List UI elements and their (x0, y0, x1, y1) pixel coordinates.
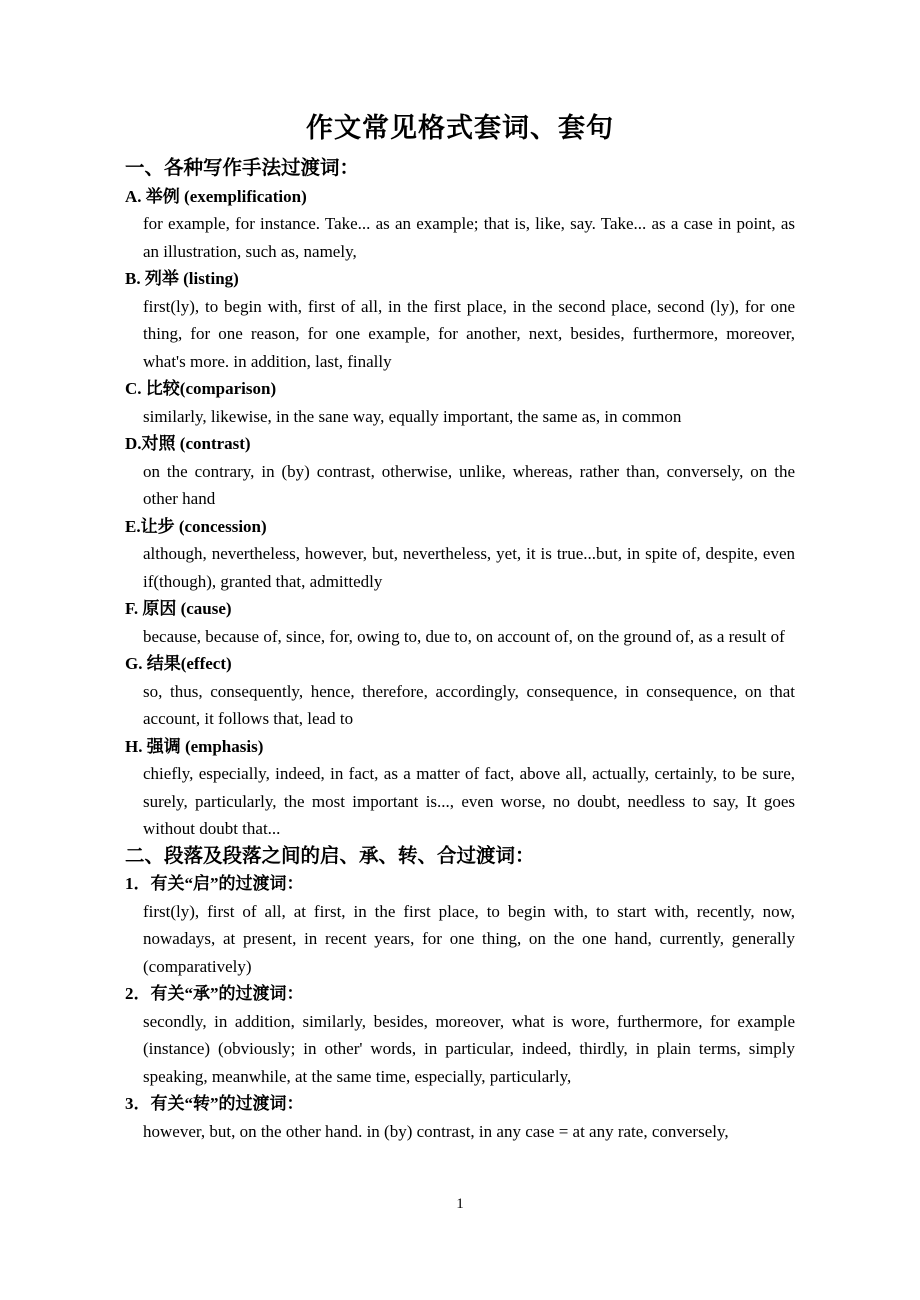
item-exemplification (125, 183, 795, 266)
item-emphasis (125, 733, 795, 843)
item-text: secondly, in addition, similarly, besides, moreover, what is wore, furthermore, for example (instance) (obviously; in other' words, in particular, indeed, thirdly, in plain terms, simply speaking, meanwhile, at the same time, especially, particularly, (143, 1011, 795, 1086)
item-heading: B. 列举 (listing) (125, 269, 239, 288)
item-text: first(ly), to begin with, first of all, in the first place, in the second place, second (ly), for one thing, for one reason, for one example, for another, next, besides, furthermore, moreover, what's more. in addition, last, finally (143, 296, 795, 371)
page-number: 1 (456, 1196, 464, 1212)
item-text: chiefly, especially, indeed, in fact, as a matter of fact, above all, actually, certainly, to be sure, surely, particularly, the most important is..., even worse, no doubt, needless to say, It goes without doubt that... (143, 764, 795, 838)
item-effect (125, 650, 795, 733)
item-continuing-transitions (125, 980, 795, 1090)
item-heading: F. 原因 (cause) (125, 599, 232, 618)
item-heading: C. 比较(comparison) (125, 379, 277, 398)
item-heading: 1．有关“启”的过渡词： (125, 874, 304, 893)
item-turning-transitions (125, 1090, 795, 1145)
item-heading: G. 结果(effect) (125, 654, 232, 673)
item-listing (125, 265, 795, 375)
document-title: 作文常见格式套词、套句 (306, 113, 614, 143)
section-heading-paragraph-transitions: 二、段落及段落之间的启、承、转、合过渡词： (125, 845, 535, 867)
item-opening-transitions (125, 870, 795, 980)
item-heading: A. 举例 (exemplification) (125, 186, 307, 206)
item-text: for example, for instance. Take... as an example; that is, like, say. Take... as a case in point, as an illustration, such as, namely, (143, 214, 795, 261)
item-comparison (125, 375, 795, 430)
item-concession (125, 513, 795, 596)
item-text: although, nevertheless, however, but, nevertheless, yet, it is true...but, in spite of, despite, even if(though), granted that, admittedly (143, 544, 795, 591)
item-heading: E.让步 (concession) (125, 516, 267, 536)
item-contrast (125, 430, 795, 513)
item-text: because, because of, since, for, owing to, due to, on account of, on the ground of, as a result of (143, 626, 785, 646)
item-heading: 3．有关“转”的过渡词： (125, 1094, 304, 1113)
section-heading-writing-transitions: 一、各种写作手法过渡词： (125, 158, 360, 179)
document-body (125, 155, 795, 1145)
item-heading: H. 强调 (emphasis) (125, 736, 264, 756)
item-text: so, thus, consequently, hence, therefore, accordingly, consequence, in consequence, on that account, it follows that, lead to (143, 681, 795, 728)
item-text: similarly, likewise, in the sane way, equally important, the same as, in common (143, 406, 682, 426)
item-cause (125, 595, 795, 650)
item-heading: D.对照 (contrast) (125, 434, 251, 453)
item-heading: 2．有关“承”的过渡词： (125, 984, 304, 1003)
item-text: on the contrary, in (by) contrast, otherwise, unlike, whereas, rather than, conversely, on the other hand (143, 461, 795, 508)
item-text: however, but, on the other hand. in (by) contrast, in any case = at any rate, conversely, (143, 1121, 729, 1141)
item-text: first(ly), first of all, at first, in the first place, to begin with, to start with, recently, now, nowadays, at present, in recent years, for one thing, on the one hand, currently, generally (comparatively) (143, 901, 795, 976)
